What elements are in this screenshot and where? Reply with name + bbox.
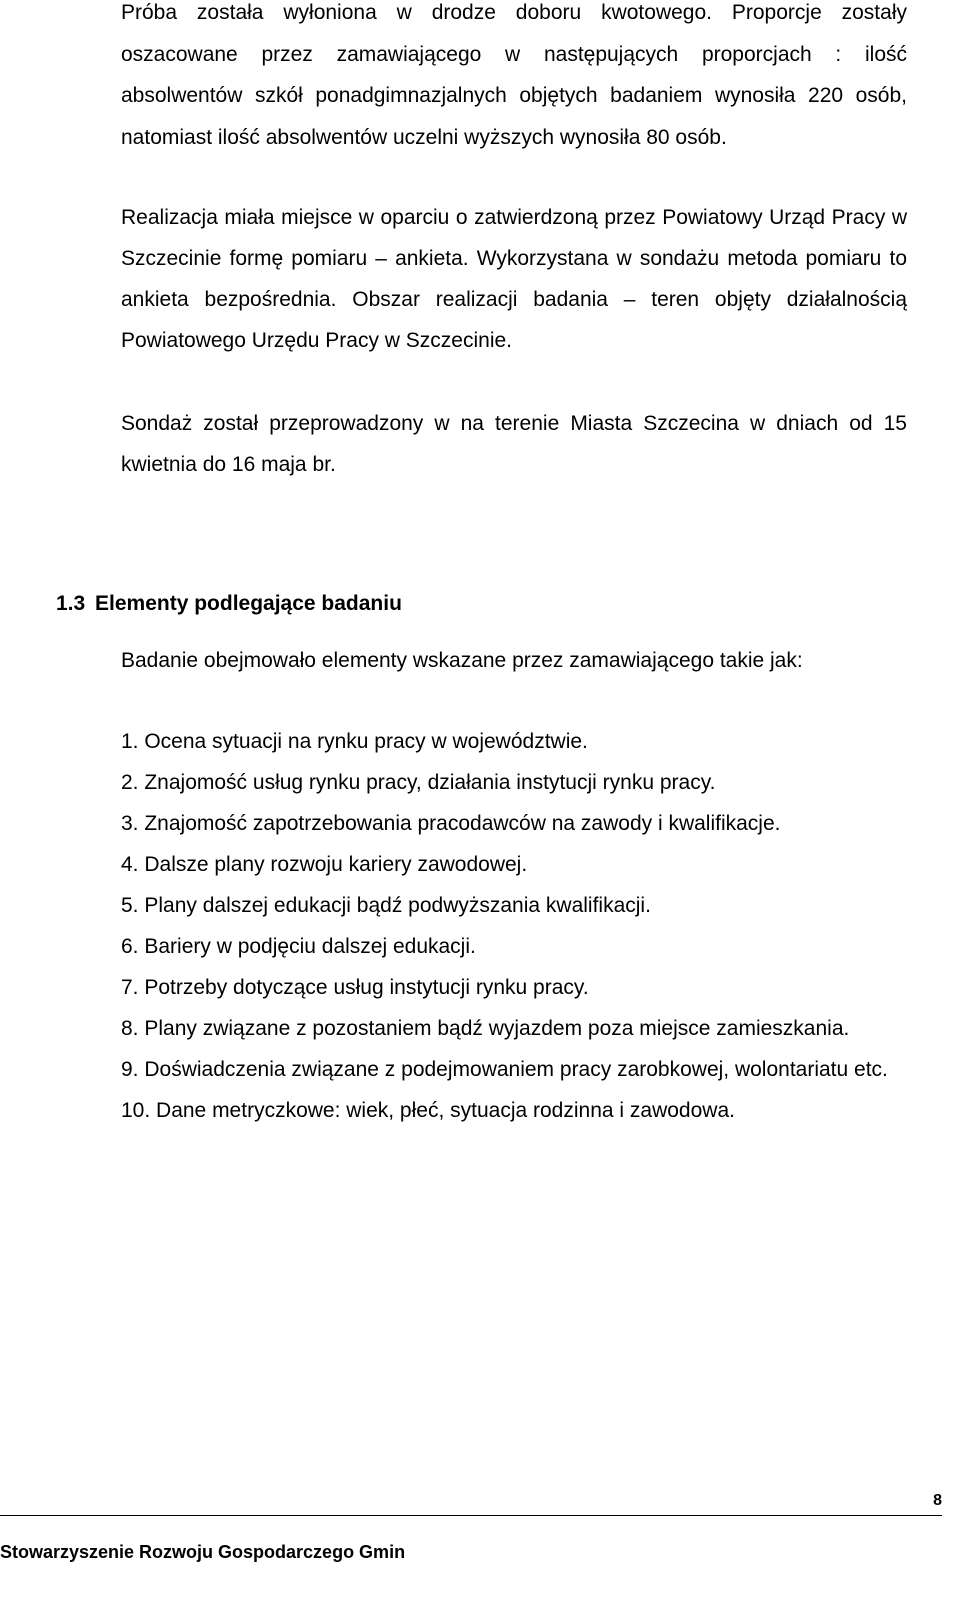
footer-organization: Stowarzyszenie Rozwoju Gospodarczego Gmin xyxy=(0,1542,406,1562)
list-item: 2. Znajomość usług rynku pracy, działania instytucji rynku pracy. xyxy=(121,771,716,794)
list-item: 8. Plany związane z pozostaniem bądź wyjazdem poza miejsce zamieszkania. xyxy=(121,1017,850,1040)
list-item: 10. Dane metryczkowe: wiek, płeć, sytuacja rodzinna i zawodowa. xyxy=(121,1099,735,1122)
paragraph-survey: Sondaż został przeprowadzony w na terenie Miasta Szczecina w dniach od 15 kwietnia do 16 maja br. xyxy=(121,412,907,476)
elements-list xyxy=(121,721,907,1131)
page-number: 8 xyxy=(933,1492,942,1509)
section-number: 1.3 xyxy=(56,592,86,615)
section-title: Elementy podlegające badaniu xyxy=(95,592,402,615)
list-item: 7. Potrzeby dotyczące usług instytucji rynku pracy. xyxy=(121,976,589,999)
section-intro: Badanie obejmowało elementy wskazane przez zamawiającego takie jak: xyxy=(121,649,803,672)
footer-divider xyxy=(0,1515,942,1516)
list-item: 3. Znajomość zapotrzebowania pracodawców na zawody i kwalifikacje. xyxy=(121,812,781,835)
paragraph-sample: Próba została wyłoniona w drodze doboru kwotowego. Proporcje zostały oszacowane przez zamawiającego w następujących proporcjach : ilość absolwentów szkół ponadgimnazjalnych objętych badaniem wynosiła 220 osób, natomiast ilość absolwentów uczelni wyższych wynosiła 80 osób. xyxy=(121,1,907,149)
list-item: 5. Plany dalszej edukacji bądź podwyższania kwalifikacji. xyxy=(121,894,651,917)
list-item: 1. Ocena sytuacji na rynku pracy w województwie. xyxy=(121,730,588,753)
list-item: 9. Doświadczenia związane z podejmowaniem pracy zarobkowej, wolontariatu etc. xyxy=(121,1058,888,1081)
list-item: 6. Bariery w podjęciu dalszej edukacji. xyxy=(121,935,476,958)
paragraph-realization: Realizacja miała miejsce w oparciu o zatwierdzoną przez Powiatowy Urząd Pracy w Szczecinie formę pomiaru – ankieta. Wykorzystana w sondażu metoda pomiaru to ankieta bezpośrednia. Obszar realizacji badania – teren objęty działalnością Powiatowego Urzędu Pracy w Szczecinie. xyxy=(121,206,907,352)
list-item: 4. Dalsze plany rozwoju kariery zawodowej. xyxy=(121,853,528,876)
